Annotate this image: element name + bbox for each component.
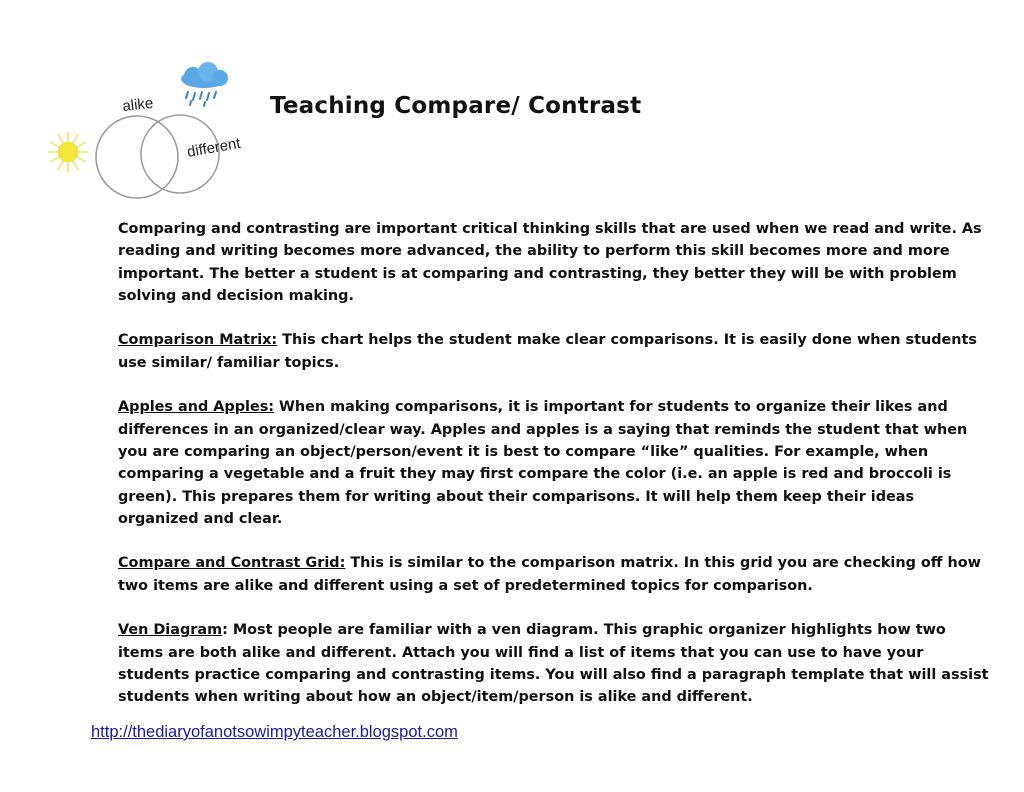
section-text: This chart helps the student make clear comparisons. It is easily done when students use similar/ familiar topics. [118,332,977,371]
ven-diagram-paragraph [118,619,990,708]
document-body [118,218,990,731]
alike-label: alike [121,94,155,115]
intro-paragraph: Comparing and contrasting are important critical thinking skills that are used when we read and write. As reading and writing becomes more advanced, the ability to perform this skill becomes more and more important. The better a student is at comparing and contrasting, they better they will be with problem solving and decision making. [118,221,982,304]
section-text: This is similar to the comparison matrix. In this grid you are checking off how two items are alike and different using a set of predetermined topics for comparison. [118,555,981,594]
comparison-matrix-paragraph [118,329,990,374]
section-heading: Ven Diagram [118,622,223,639]
section-heading: Comparison Matrix: [118,332,278,349]
apples-paragraph [118,396,990,530]
section-text: : Most people are familiar with a ven diagram. This graphic organizer highlights how two items are both alike and different. Attach you will find a list of items that you can use to have your students practice comparing and contrasting items. You will also find a paragraph template that will assist students when writing about how an object/item/person is alike and different. [118,622,989,706]
blog-link[interactable]: http://thediaryofanotsowimpyteacher.blogspot.com [91,723,458,741]
left-circle [96,116,178,198]
rain-cloud-icon [181,62,228,106]
different-label: different [185,134,242,161]
page-title: Teaching Compare/ Contrast [270,93,642,119]
grid-paragraph [118,552,990,597]
sun-icon [48,132,88,172]
section-heading: Compare and Contrast Grid: [118,555,346,572]
section-heading: Apples and Apples: [118,399,275,416]
venn-illustration [40,62,270,222]
section-text: When making comparisons, it is important for students to organize their likes and differences in an organized/clear way. Apples and apples is a saying that reminds the student that when you are comparing an object/person/event it is best to compare “like” qualities. For example, when comparing a vegetable and a fruit they may first compare the color (i.e. an apple is red and broccoli is green). This prepares them for writing about their comparisons. It will help them keep their ideas organized and clear. [118,399,968,527]
